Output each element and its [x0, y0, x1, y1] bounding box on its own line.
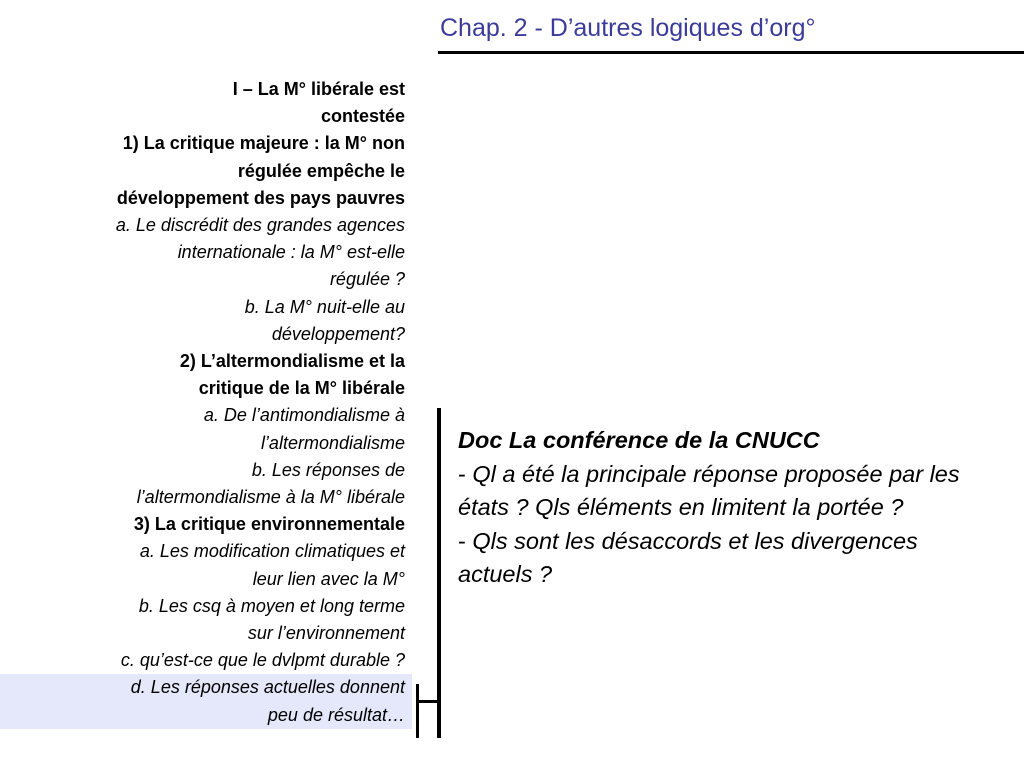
document-questions — [458, 424, 998, 592]
bullet-dash: - — [458, 460, 466, 487]
outline-line: b. Les csq à moyen et long terme — [138, 595, 405, 616]
outline-line: 3) La critique environnementale — [133, 514, 405, 535]
bracket-connector-arm — [416, 700, 438, 703]
header-divider — [438, 51, 1024, 54]
outline-line: critique de la M° libérale — [198, 378, 405, 399]
outline-line: l’altermondialisme — [260, 432, 405, 453]
outline-line: régulée empêche le — [237, 160, 405, 181]
outline-line: 1) La critique majeure : la M° non — [122, 133, 405, 154]
outline-line: régulée ? — [329, 269, 405, 290]
vertical-divider — [437, 408, 441, 738]
question-2-text: Qls sont les désaccords et les divergences actuels ? — [458, 527, 918, 587]
doc-title: Doc La conférence de la CNUCC — [458, 427, 820, 453]
outline-line: a. De l’antimondialisme à — [203, 405, 405, 426]
outline-line: contestée — [320, 106, 405, 127]
outline-line-current: d. Les réponses actuelles donnent — [0, 674, 412, 701]
outline-line: leur lien avec la M° — [252, 568, 405, 589]
bullet-dash: - — [458, 527, 466, 554]
outline-line-current: peu de résultat… — [0, 702, 412, 729]
outline-line: a. Le discrédit des grandes agences — [115, 215, 405, 236]
outline-line: b. Les réponses de — [251, 459, 405, 480]
outline-line: développement? — [271, 323, 405, 344]
question-1-text: Ql a été la principale réponse proposée par les états ? Qls éléments en limitent la portée ? — [458, 460, 960, 520]
outline-line: b. La M° nuit-elle au — [244, 296, 405, 317]
outline-line: 2) L’altermondialisme et la — [179, 351, 405, 372]
outline-line: sur l’environnement — [247, 623, 405, 644]
outline-line: c. qu’est-ce que le dvlpmt durable ? — [120, 650, 405, 671]
chapter-outline — [0, 76, 412, 729]
outline-line: développement des pays pauvres — [116, 187, 405, 208]
question-1 — [458, 458, 998, 525]
outline-line: internationale : la M° est-elle — [177, 242, 405, 263]
bracket-connector — [416, 684, 419, 738]
question-2 — [458, 525, 998, 592]
outline-line: a. Les modification climatiques et — [139, 541, 405, 562]
outline-line: I – La M° libérale est — [232, 79, 405, 99]
page-title: Chap. 2 - D’autres logiques d’org° — [440, 14, 816, 42]
outline-line: l’altermondialisme à la M° libérale — [136, 487, 405, 508]
